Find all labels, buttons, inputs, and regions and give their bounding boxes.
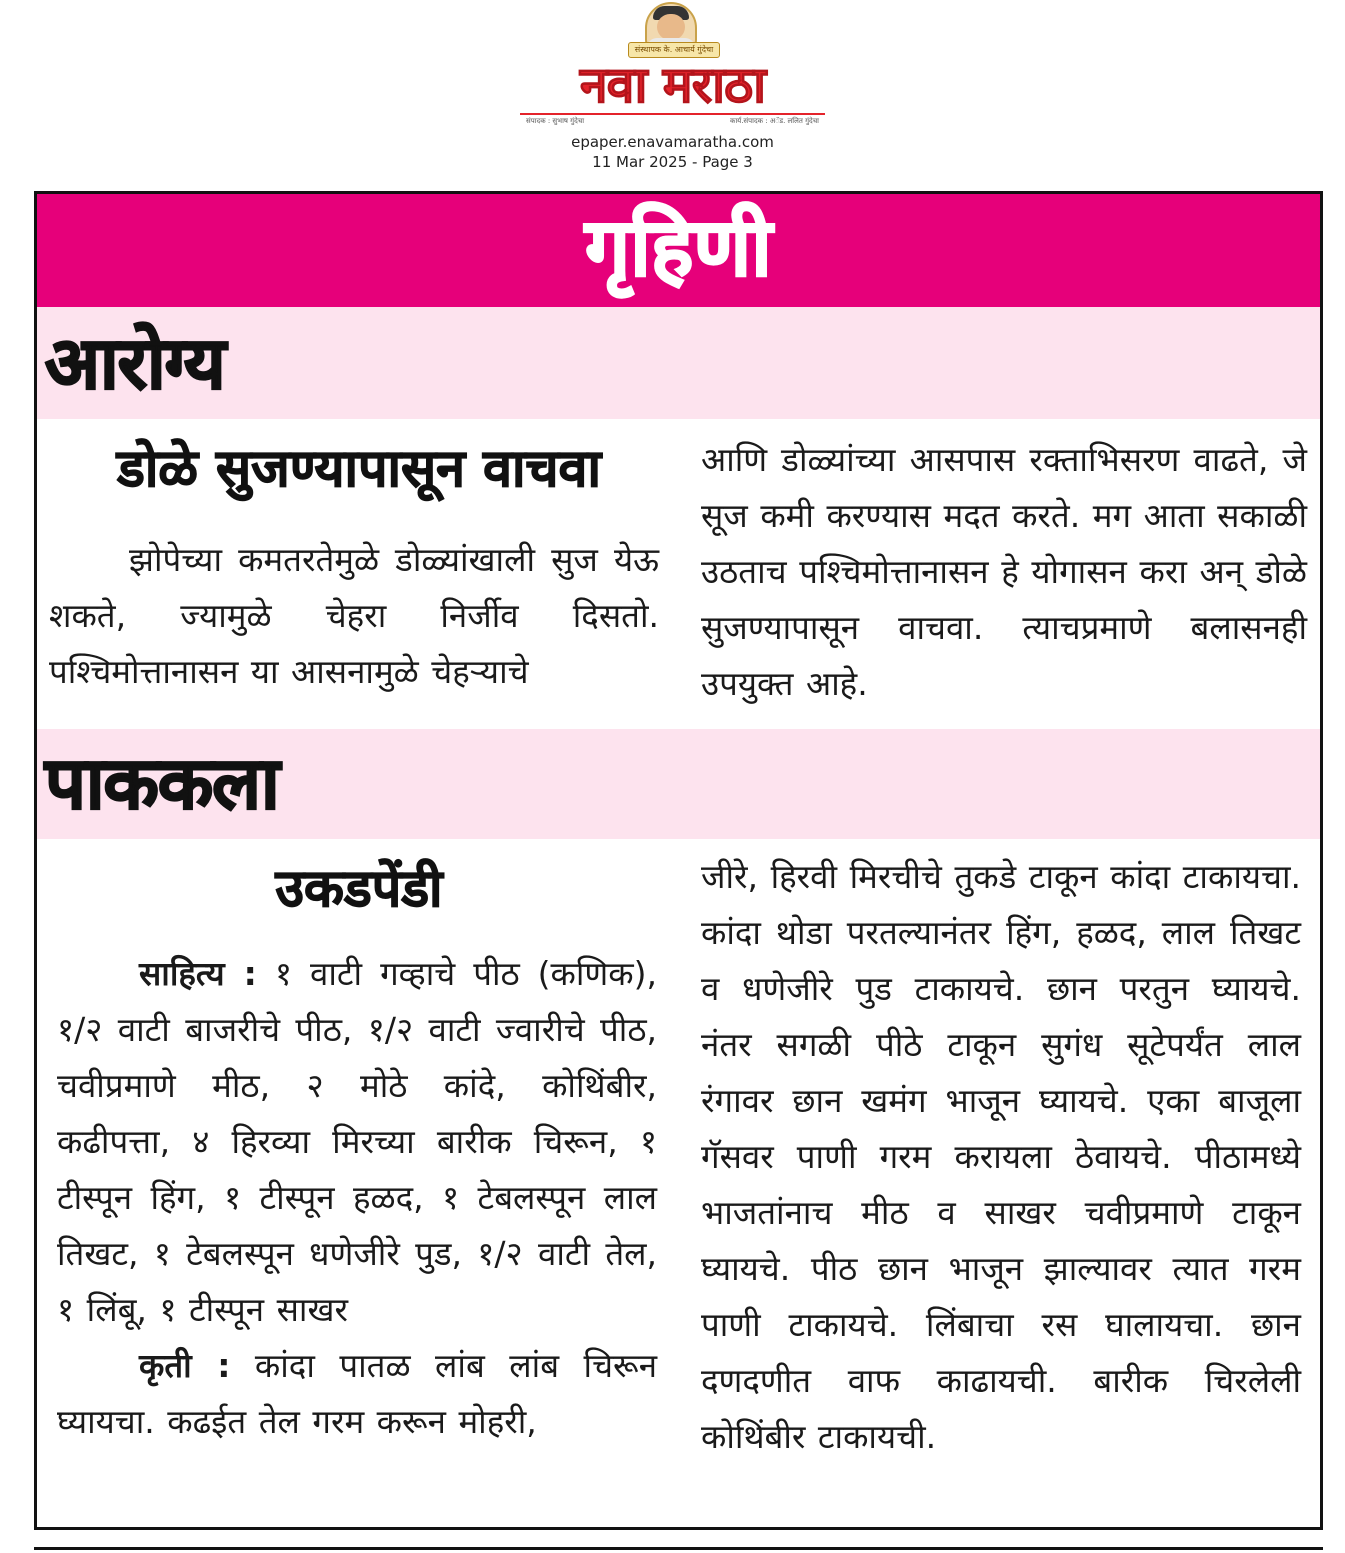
health-column-1: झोपेच्या कमतरतेमुळे डोळ्यांखाली सुज येऊ शकते, ज्यामुळे चेहरा निर्जीव दिसतो. पश्चिमोत्तानासन या आसनामुळे चेहऱ्याचे [49,540,659,691]
page-date: 11 Mar 2025 - Page 3 [592,153,753,171]
method-label: कृती : [139,1346,231,1385]
health-section-band [37,307,1320,419]
health-section-title: आरोग्य [45,321,225,405]
recipe-column-1 [57,946,657,1450]
editor-line [520,113,825,127]
ingredients-paragraph [57,946,657,1338]
masthead [0,0,1345,185]
page-frame [34,191,1323,1530]
health-headline: डोळे सुजण्यापासून वाचवा [117,439,601,499]
health-column-2: आणि डोळ्यांच्या आसपास रक्ताभिसरण वाढते, जे सूज कमी करण्यास मदत करते. मग आता सकाळी उठताच पश्चिमोत्तानासन हे योगासन करा अन् डोळे सुजण्यापासून वाचवा. त्याचप्रमाणे बलासनही उपयुक्त आहे. [701,440,1307,703]
method-paragraph [57,1338,657,1450]
recipe-headline: उकडपेंडी [275,859,443,919]
editor-right: कार्य.संपादक : अॅड. ललित गुंदेचा [729,117,819,125]
portrait-caption: संस्थापक के. आचार्य गुंदेचा [628,42,720,58]
bottom-rule [34,1547,1323,1550]
method-text-1: कांदा पातळ लांब लांब चिरून घ्यायचा. कढईत तेल गरम करून मोहरी, [57,1346,658,1441]
site-url[interactable]: epaper.enavamaratha.com [571,133,774,151]
cooking-section-band [37,729,1320,839]
ingredients-label: साहित्य : [139,954,257,993]
banner-title: गृहिणी [585,201,772,294]
category-banner [37,194,1320,307]
cooking-section-title: पाककला [45,741,279,825]
recipe-column-2: जीरे, हिरवी मिरचीचे तुकडे टाकून कांदा टाकायचा. कांदा थोडा परतल्यानंतर हिंग, हळद, लाल तिखट व धणेजीरे पुड टाकायचे. छान परतुन घ्यायचे. नंतर सगळी पीठे टाकून सुगंध सूटेपर्यंत लाल रंगावर छान खमंग भाजून घ्यायचे. एका बाजूला गॅसवर पाणी गरम करायला ठेवायचे. पीठामध्ये भाजतांनाच मीठ व साखर चवीप्रमाणे टाकून घ्यायचे. पीठ छान भाजून झाल्यावर त्यात गरम पाणी टाकायचे. लिंबाचा रस घालायचा. छान दणदणीत वाफ काढायची. बारीक चिरलेली कोथिंबीर टाकायची. [701,857,1301,1456]
editor-left: संपादक : सुभाष गुंदेचा [526,117,585,125]
brand-name: नवा मराठा [579,56,766,114]
ingredients-text: १ वाटी गव्हाचे पीठ (कणिक), १/२ वाटी बाजरीचे पीठ, १/२ वाटी ज्वारीचे पीठ, चवीप्रमाणे मीठ, २ मोठे कांदे, कोथिंबीर, कढीपत्ता, ४ हिरव्या मिरच्या बारीक चिरून, १ टीस्पून हिंग, १ टीस्पून हळद, १ टेबलस्पून लाल तिखट, १ टेबलस्पून धणेजीरे पुड, १/२ वाटी तेल, १ लिंबू, १ टीस्पून साखर [57,954,658,1329]
newspaper-logo[interactable] [520,2,825,128]
